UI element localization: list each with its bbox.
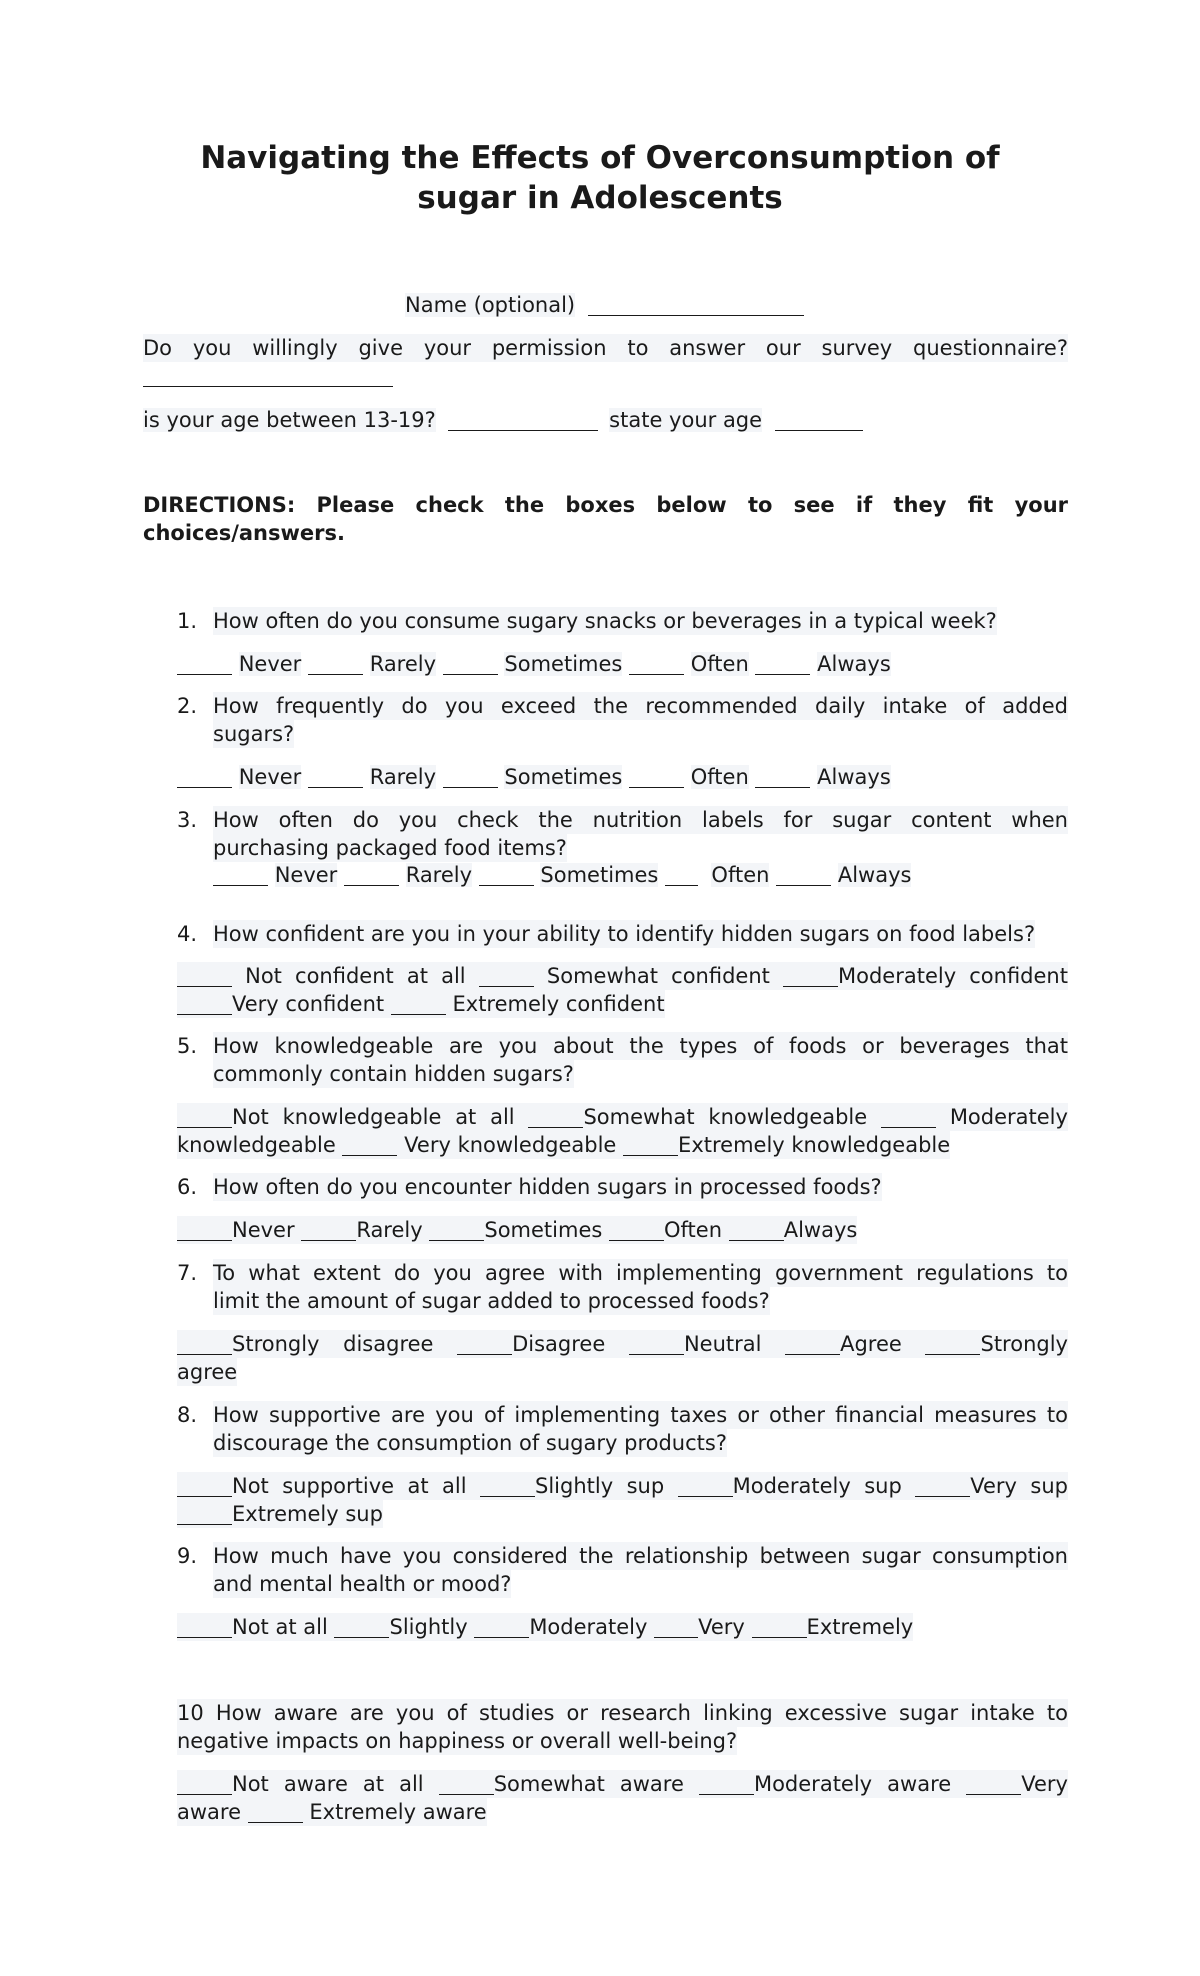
option-label: Slightly <box>389 1615 468 1639</box>
question-9-text-cont: and mental health or mood? <box>213 1572 512 1596</box>
question-8-options-line-2 <box>177 1500 383 1528</box>
option-label: Never <box>274 863 338 887</box>
question-number: 10 <box>177 1701 204 1725</box>
question-text: To what extent do you agree with implementing government regulations to <box>213 1261 1068 1285</box>
name-label: Name (optional) <box>405 293 576 317</box>
option-blank[interactable] <box>177 964 232 987</box>
option-label: Not supportive at all <box>232 1474 467 1498</box>
question-text: How knowledgeable are you about the types of foods or beverages that <box>213 1034 1068 1058</box>
option-label: Not confident at all <box>245 964 466 988</box>
option-blank[interactable] <box>528 1105 583 1128</box>
option-label: Somewhat knowledgeable <box>583 1105 868 1129</box>
option-blank[interactable] <box>213 863 268 886</box>
option-label: Slightly sup <box>535 1474 665 1498</box>
question-5-text-cont: commonly contain hidden sugars? <box>213 1062 574 1086</box>
title-line-2: sugar in Adolescents <box>417 180 783 216</box>
option-blank[interactable] <box>334 1615 389 1638</box>
option-blank[interactable] <box>966 1772 1021 1795</box>
question-number: 4. <box>177 922 198 946</box>
question-3-options <box>213 861 911 889</box>
question-number: 2. <box>177 694 198 718</box>
option-label: Sometimes <box>484 1218 603 1242</box>
option-label: Moderately <box>949 1105 1068 1129</box>
option-label: Disagree <box>512 1332 606 1356</box>
question-number: 1. <box>177 609 198 633</box>
option-blank[interactable] <box>177 1615 232 1638</box>
option-blank[interactable] <box>177 1772 232 1795</box>
question-number: 3. <box>177 808 198 832</box>
option-label: Sometimes <box>504 765 623 789</box>
option-label: Extremely knowledgeable <box>678 1133 951 1157</box>
option-blank[interactable] <box>915 1474 970 1497</box>
option-label: Moderately aware <box>753 1772 952 1796</box>
option-blank[interactable] <box>308 765 363 788</box>
option-blank[interactable] <box>699 1772 754 1795</box>
option-label: Always <box>817 652 891 676</box>
option-label: Extremely aware <box>309 1800 487 1824</box>
option-label: Never <box>238 765 302 789</box>
option-blank[interactable] <box>177 992 232 1015</box>
option-label: Neutral <box>683 1332 762 1356</box>
question-10-options-line-1 <box>177 1770 1068 1798</box>
question-10 <box>177 1699 1068 1727</box>
option-blank[interactable] <box>177 1105 232 1128</box>
question-text: How often do you check the nutrition labels for sugar content when <box>213 808 1068 832</box>
age-row <box>143 406 863 434</box>
option-label: Extremely sup <box>232 1502 383 1526</box>
option-blank[interactable] <box>177 1218 232 1241</box>
option-blank[interactable] <box>248 1800 303 1823</box>
age-range-blank[interactable] <box>448 408 598 431</box>
title-line-1: Navigating the Effects of Overconsumption of <box>200 140 1000 176</box>
option-blank[interactable] <box>344 863 399 886</box>
question-8-text-cont: discourage the consumption of sugary products? <box>213 1431 727 1455</box>
option-blank[interactable] <box>443 765 498 788</box>
option-label: Very sup <box>970 1474 1068 1498</box>
option-blank[interactable] <box>925 1332 980 1355</box>
question-6-options <box>177 1216 857 1244</box>
option-blank[interactable] <box>480 1474 535 1497</box>
option-blank[interactable] <box>729 1218 784 1241</box>
option-label: aware <box>177 1800 242 1824</box>
permission-row <box>143 362 393 390</box>
question-2-text-cont: sugars? <box>213 722 295 746</box>
option-blank[interactable] <box>629 1332 684 1355</box>
option-blank[interactable] <box>177 652 232 675</box>
question-7-options-line-2: agree <box>177 1360 238 1384</box>
option-blank[interactable] <box>629 765 684 788</box>
option-blank[interactable] <box>479 964 534 987</box>
permission-blank[interactable] <box>143 364 393 387</box>
option-blank[interactable] <box>609 1218 664 1241</box>
option-blank[interactable] <box>755 765 810 788</box>
option-label: Never <box>238 652 302 676</box>
document-title <box>180 138 1020 218</box>
option-label: Rarely <box>356 1218 423 1242</box>
name-row <box>405 291 804 319</box>
option-label: Agree <box>840 1332 902 1356</box>
option-label: Moderately sup <box>732 1474 902 1498</box>
option-blank[interactable] <box>177 1332 232 1355</box>
question-10-options-line-2 <box>177 1798 487 1826</box>
question-text: How often do you encounter hidden sugars in processed foods? <box>213 1175 882 1199</box>
option-blank[interactable] <box>755 652 810 675</box>
option-label: Often <box>711 863 770 887</box>
option-label: Very confident <box>232 992 385 1016</box>
option-label: Rarely <box>405 863 473 887</box>
option-label: Strongly <box>980 1332 1068 1356</box>
question-text: How supportive are you of implementing taxes or other financial measures to <box>213 1403 1068 1427</box>
option-label: Strongly disagree <box>232 1332 434 1356</box>
option-blank[interactable] <box>479 863 534 886</box>
question-2-options <box>177 763 891 791</box>
option-blank[interactable] <box>881 1105 936 1128</box>
option-label: Often <box>664 1218 723 1242</box>
option-blank[interactable] <box>439 1772 494 1795</box>
option-label: Often <box>690 765 749 789</box>
question-number: 6. <box>177 1175 198 1199</box>
age-blank[interactable] <box>775 408 863 431</box>
option-blank[interactable] <box>429 1218 484 1241</box>
question-number: 7. <box>177 1261 198 1285</box>
age-state-label: state your age <box>609 408 763 432</box>
question-10-text-cont: negative impacts on happiness or overall well-being? <box>177 1729 738 1753</box>
option-blank[interactable] <box>308 652 363 675</box>
option-label: Somewhat aware <box>493 1772 684 1796</box>
option-blank[interactable] <box>629 652 684 675</box>
option-label: Rarely <box>369 652 437 676</box>
option-blank[interactable] <box>474 1615 529 1638</box>
permission-question: Do you willingly give your permission to answer our survey questionnaire? <box>143 336 1068 360</box>
question-5-options-line-1 <box>177 1103 1068 1131</box>
option-label: Always <box>817 765 891 789</box>
option-label: Often <box>690 652 749 676</box>
option-blank[interactable] <box>443 652 498 675</box>
question-7-options-line-1 <box>177 1330 1068 1358</box>
option-label: Sometimes <box>504 652 623 676</box>
question-7-text-cont: limit the amount of sugar added to processed foods? <box>213 1289 770 1313</box>
question-1-options <box>177 650 891 678</box>
option-label: Rarely <box>369 765 437 789</box>
option-label: Very <box>1021 1772 1068 1796</box>
directions-line-1: DIRECTIONS: Please check the boxes below to see if they fit your <box>143 493 1068 517</box>
option-blank[interactable] <box>391 992 446 1015</box>
question-4-options-line-2 <box>177 990 665 1018</box>
question-number: 5. <box>177 1034 198 1058</box>
question-text: How confident are you in your ability to identify hidden sugars on food labels? <box>213 922 1036 946</box>
option-label: knowledgeable <box>177 1133 336 1157</box>
option-blank[interactable] <box>301 1218 356 1241</box>
option-blank[interactable] <box>457 1332 512 1355</box>
option-label: Always <box>783 1218 858 1242</box>
option-blank[interactable] <box>654 1615 698 1638</box>
question-8-options-line-1 <box>177 1472 1068 1500</box>
option-blank[interactable] <box>665 863 698 886</box>
option-blank[interactable] <box>785 1332 840 1355</box>
option-label: Not knowledgeable at all <box>232 1105 515 1129</box>
option-blank[interactable] <box>783 964 838 987</box>
option-label: Extremely confident <box>452 992 665 1016</box>
option-label: Somewhat confident <box>546 964 770 988</box>
question-text: How frequently do you exceed the recommended daily intake of added <box>213 694 1068 718</box>
question-text: How often do you consume sugary snacks or beverages in a typical week? <box>213 609 997 633</box>
option-blank[interactable] <box>342 1133 397 1156</box>
option-label: Not at all <box>232 1615 328 1639</box>
option-label: Moderately confident <box>838 964 1068 988</box>
question-4-options-line-1 <box>177 962 1068 990</box>
option-blank[interactable] <box>177 1502 232 1525</box>
name-blank[interactable] <box>588 293 804 316</box>
option-label: Very knowledgeable <box>404 1133 617 1157</box>
option-label: Never <box>232 1218 295 1242</box>
option-blank[interactable] <box>623 1133 678 1156</box>
question-number: 9. <box>177 1544 198 1568</box>
option-label: Moderately <box>529 1615 648 1639</box>
question-3-text-cont: purchasing packaged food items? <box>213 836 567 860</box>
option-blank[interactable] <box>177 765 232 788</box>
question-5-options-line-2 <box>177 1131 950 1159</box>
option-blank[interactable] <box>177 1474 232 1497</box>
option-blank[interactable] <box>752 1615 807 1638</box>
option-blank[interactable] <box>678 1474 733 1497</box>
option-label: Very <box>698 1615 745 1639</box>
question-9-options <box>177 1613 913 1641</box>
option-blank[interactable] <box>776 863 831 886</box>
question-text: How aware are you of studies or research linking excessive sugar intake to <box>215 1701 1068 1725</box>
option-label: Always <box>837 863 912 887</box>
question-number: 8. <box>177 1403 198 1427</box>
option-label: Sometimes <box>540 863 659 887</box>
option-label: Extremely <box>806 1615 914 1639</box>
question-text: How much have you considered the relationship between sugar consumption <box>213 1544 1068 1568</box>
directions-line-2: choices/answers. <box>143 521 345 545</box>
age-question: is your age between 13-19? <box>143 408 436 432</box>
directions-label: DIRECTIONS: <box>143 493 296 517</box>
option-label: Not aware at all <box>232 1772 424 1796</box>
